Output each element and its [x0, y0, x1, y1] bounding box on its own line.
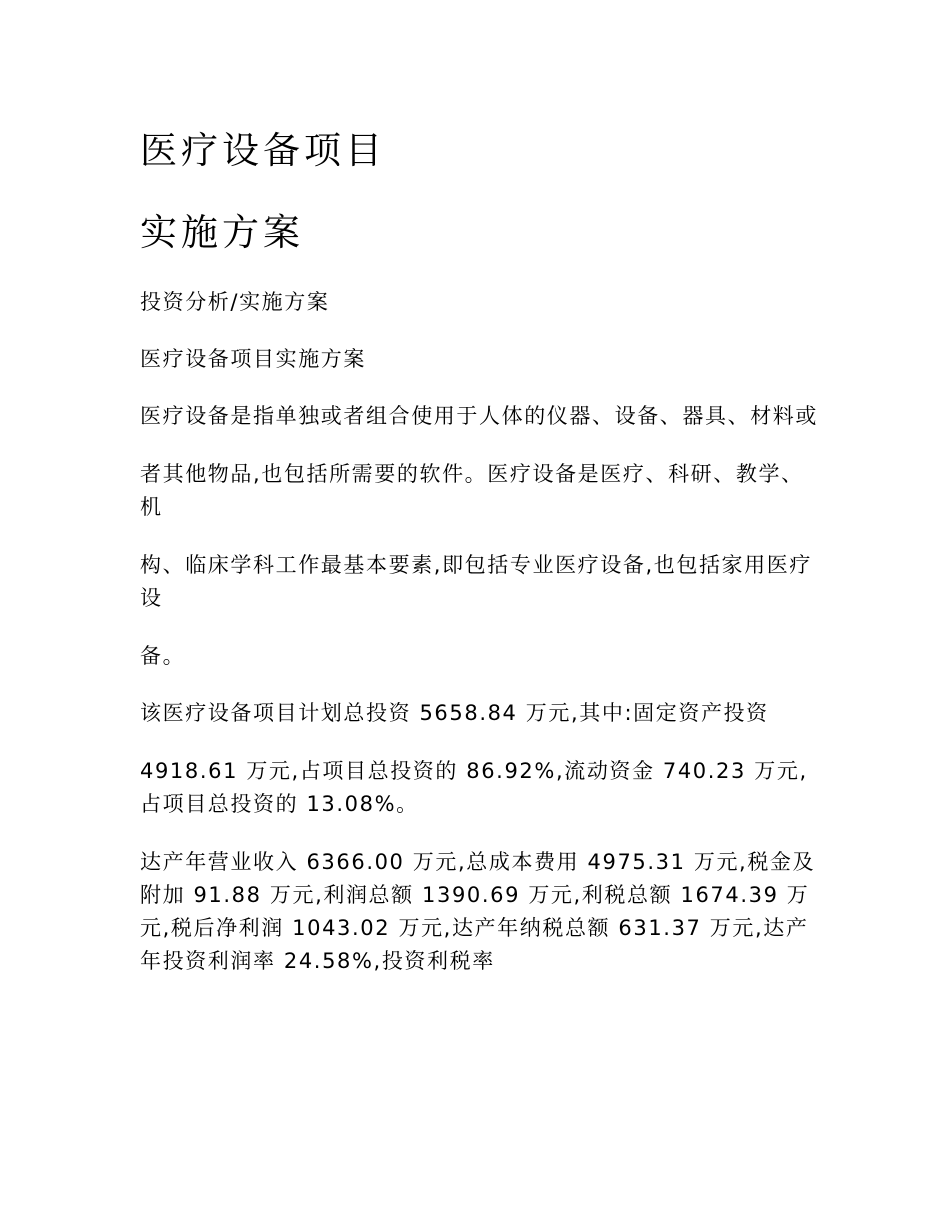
document-heading: 医疗设备项目实施方案: [140, 347, 366, 371]
document-body: [140, 128, 820, 1003]
paragraph-5: 该医疗设备项目计划总投资 5658.84 万元,其中:固定资产投资: [140, 701, 769, 725]
document-subtitle: 投资分析/实施方案: [140, 290, 330, 314]
document-title-line-2: 实施方案: [140, 211, 304, 254]
paragraph-2: 者其他物品,也包括所需要的软件。医疗设备是医疗、科研、教学、机: [140, 462, 804, 519]
paragraph-6: 4918.61 万元,占项目总投资的 86.92%,流动资金 740.23 万元,占项目总投资的 13.08%。: [140, 759, 808, 816]
paragraph-4: 备。: [140, 644, 186, 668]
paragraph-7: 达产年营业收入 6366.00 万元,总成本费用 4975.31 万元,税金及附加 91.88 万元,利润总额 1390.69 万元,利税总额 1674.39 万元,税后净利润 1043.02 万元,达产年纳税总额 631.37 万元,达产年投资利润率 24.58%,投资利税率: [140, 850, 816, 973]
paragraph-1: 医疗设备是指单独或者组合使用于人体的仪器、设备、器具、材料或: [140, 404, 818, 428]
document-title-line-1: 医疗设备项目: [140, 129, 386, 172]
paragraph-3: 构、临床学科工作最基本要素,即包括专业医疗设备,也包括家用医疗设: [140, 553, 812, 610]
